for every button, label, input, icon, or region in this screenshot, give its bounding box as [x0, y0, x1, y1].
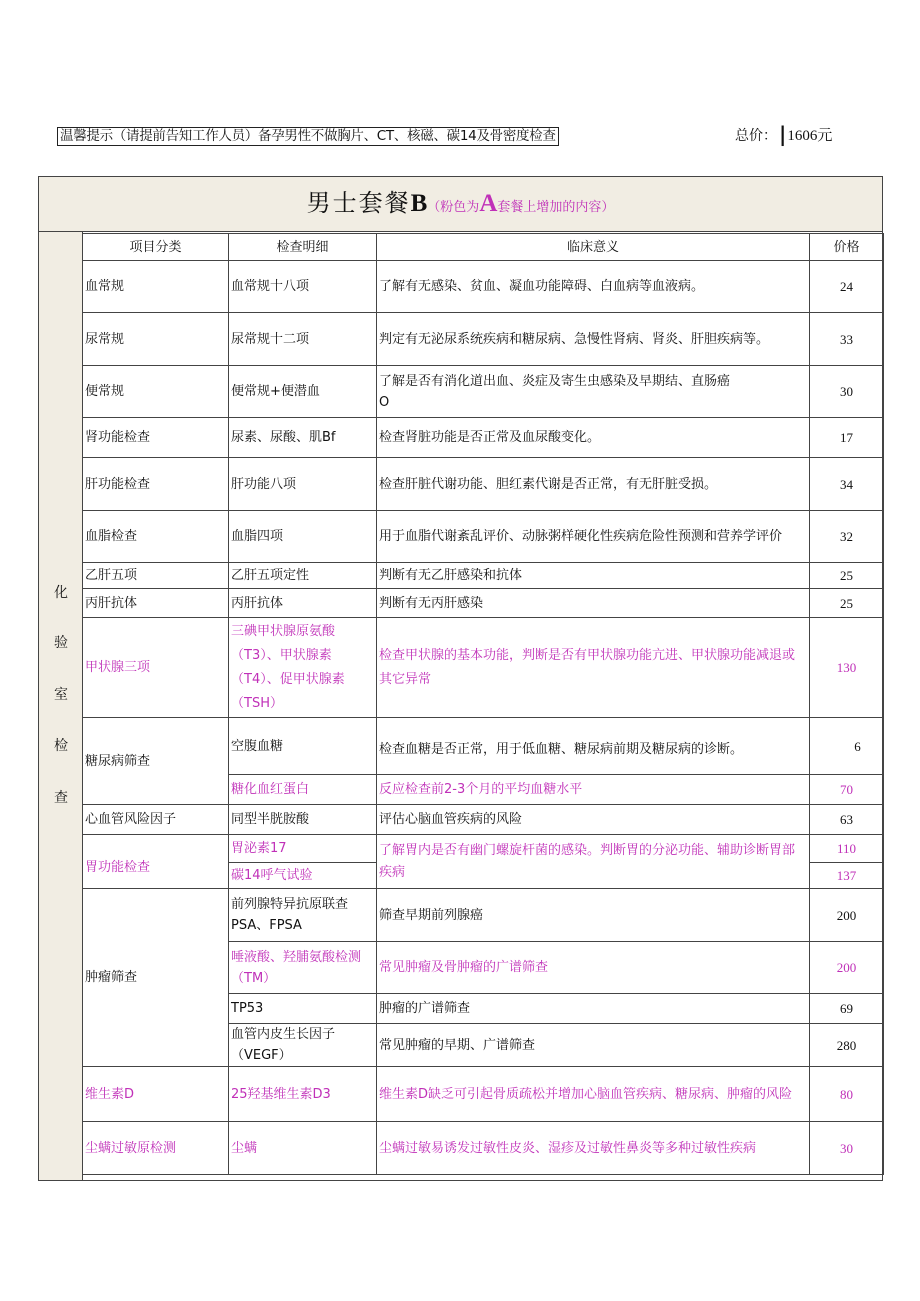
row-price: 30 — [810, 366, 884, 418]
title-main: 男士套餐 — [306, 191, 411, 217]
row-category: 肾功能检查 — [83, 418, 229, 458]
row-category: 维生素D — [83, 1067, 229, 1122]
row-price: 70 — [810, 775, 884, 805]
row-category: 肿瘤筛查 — [83, 889, 229, 1067]
row-category: 丙肝抗体 — [83, 589, 229, 618]
row-detail: 血脂四项 — [229, 511, 377, 563]
header-meaning: 临床意义 — [377, 234, 810, 261]
row-meaning: 判断有无乙肝感染和抗体 — [377, 563, 810, 589]
row-meaning: 评估心脑血管疾病的风险 — [377, 805, 810, 835]
header-category: 项目分类 — [83, 234, 229, 261]
row-category: 便常规 — [83, 366, 229, 418]
table-row — [83, 718, 884, 775]
row-meaning: 反应检查前2-3个月的平均血糖水平 — [377, 775, 810, 805]
row-detail: 丙肝抗体 — [229, 589, 377, 618]
row-category: 心血管风险因子 — [83, 805, 229, 835]
row-price: 200 — [810, 942, 884, 994]
table-row — [83, 511, 884, 563]
row-detail: 前列腺特异抗原联查PSA、FPSA — [229, 889, 377, 942]
row-price: 137 — [810, 863, 884, 889]
side-char: 验 — [54, 635, 68, 651]
table-row — [83, 458, 884, 511]
row-price: 80 — [810, 1067, 884, 1122]
row-meaning: 检查肾脏功能是否正常及血尿酸变化。 — [377, 418, 810, 458]
row-meaning: 判定有无泌尿系统疾病和糖尿病、急慢性肾病、肾炎、肝胆疾病等。 — [377, 313, 810, 366]
row-detail: 尿常规十二项 — [229, 313, 377, 366]
table-header-row — [83, 234, 884, 261]
row-meaning: 检查血糖是否正常，用于低血糖、糖尿病前期及糖尿病的诊断。 — [377, 718, 810, 775]
row-category: 血脂检查 — [83, 511, 229, 563]
row-price: 24 — [810, 261, 884, 313]
table-row — [83, 563, 884, 589]
row-price: 17 — [810, 418, 884, 458]
row-meaning: 了解有无感染、贫血、凝血功能障碍、白血病等血液病。 — [377, 261, 810, 313]
row-meaning: 筛查早期前列腺癌 — [377, 889, 810, 942]
table-row — [83, 889, 884, 942]
table-row — [83, 618, 884, 718]
row-meaning: 了解是否有消化道出血、炎症及寄生虫感染及早期结、直肠癌O — [377, 366, 810, 418]
row-category: 尿常规 — [83, 313, 229, 366]
row-category: 甲状腺三项 — [83, 618, 229, 718]
row-meaning: 检查甲状腺的基本功能，判断是否有甲状腺功能亢进、甲状腺功能减退或其它异常 — [377, 618, 810, 718]
row-category: 胃功能检查 — [83, 835, 229, 889]
row-meaning: 常见肿瘤的早期、广谱筛查 — [377, 1024, 810, 1067]
row-price: 200 — [810, 889, 884, 942]
row-detail: TP53 — [229, 994, 377, 1024]
row-meaning: 了解胃内是否有幽门螺旋杆菌的感染。判断胃的分泌功能、辅助诊断胃部疾病 — [377, 835, 810, 889]
table-row — [83, 366, 884, 418]
row-category: 肝功能检查 — [83, 458, 229, 511]
row-detail: 碳14呼气试验 — [229, 863, 377, 889]
table-row — [83, 589, 884, 618]
row-meaning: 用于血脂代谢紊乱评价、动脉粥样硬化性疾病危险性预测和营养学评价 — [377, 511, 810, 563]
side-label-column — [39, 232, 83, 1180]
row-price: 34 — [810, 458, 884, 511]
row-detail: 胃泌素17 — [229, 835, 377, 863]
row-detail: 三碘甲状腺原氨酸（T3）、甲状腺素（T4）、促甲状腺素（TSH） — [229, 618, 377, 718]
table-row — [83, 1122, 884, 1175]
row-price: 280 — [810, 1024, 884, 1067]
row-detail: 血常规十八项 — [229, 261, 377, 313]
row-price: 69 — [810, 994, 884, 1024]
title-letter-b: B — [410, 190, 428, 217]
row-category: 糖尿病筛查 — [83, 718, 229, 805]
total-label: 总价： — [735, 128, 777, 144]
row-price: 6 — [810, 718, 884, 775]
row-price: 130 — [810, 618, 884, 718]
row-category: 血常规 — [83, 261, 229, 313]
row-detail: 唾液酸、羟脯氨酸检测（TM） — [229, 942, 377, 994]
row-detail: 空腹血糖 — [229, 718, 377, 775]
header-price: 价格 — [810, 234, 884, 261]
row-detail: 便常规+便潜血 — [229, 366, 377, 418]
row-meaning: 判断有无丙肝感染 — [377, 589, 810, 618]
row-price: 33 — [810, 313, 884, 366]
row-detail: 尿素、尿酸、肌Bf — [229, 418, 377, 458]
table-row — [83, 418, 884, 458]
row-category: 乙肝五项 — [83, 563, 229, 589]
row-price: 63 — [810, 805, 884, 835]
side-char: 查 — [54, 790, 68, 806]
total-price: 总价： |1606元 — [735, 122, 833, 146]
side-char: 化 — [54, 585, 68, 601]
row-detail: 乙肝五项定性 — [229, 563, 377, 589]
notice-text: 温馨提示（请提前告知工作人员）备孕男性不做胸片、CT、核磁、碳14及骨密度检查 — [57, 127, 559, 146]
row-price: 32 — [810, 511, 884, 563]
title-letter-a: A — [479, 190, 498, 217]
items-table — [82, 233, 884, 1175]
row-price: 25 — [810, 589, 884, 618]
row-meaning: 检查肝脏代谢功能、胆红素代谢是否正常，有无肝脏受损。 — [377, 458, 810, 511]
title-note-suffix: 套餐上增加的内容） — [497, 200, 615, 215]
row-price: 25 — [810, 563, 884, 589]
row-category: 尘螨过敏原检测 — [83, 1122, 229, 1175]
side-char: 室 — [54, 687, 68, 703]
row-detail: 25羟基维生素D3 — [229, 1067, 377, 1122]
row-detail: 尘螨 — [229, 1122, 377, 1175]
total-value: 1606元 — [787, 128, 833, 144]
row-detail: 糖化血红蛋白 — [229, 775, 377, 805]
row-meaning: 常见肿瘤及骨肿瘤的广谱筛查 — [377, 942, 810, 994]
row-meaning: 肿瘤的广谱筛查 — [377, 994, 810, 1024]
row-detail: 肝功能八项 — [229, 458, 377, 511]
row-detail: 血管内皮生长因子（VEGF） — [229, 1024, 377, 1067]
table-row — [83, 313, 884, 366]
table-row — [83, 835, 884, 863]
row-price: 30 — [810, 1122, 884, 1175]
title-note-prefix: （粉色为 — [427, 200, 480, 215]
row-meaning: 尘螨过敏易诱发过敏性皮炎、湿疹及过敏性鼻炎等多种过敏性疾病 — [377, 1122, 810, 1175]
row-price: 110 — [810, 835, 884, 863]
header-detail: 检查明细 — [229, 234, 377, 261]
table-row — [83, 261, 884, 313]
table-row — [83, 1067, 884, 1122]
row-detail: 同型半胱胺酸 — [229, 805, 377, 835]
side-char: 检 — [54, 738, 68, 754]
package-title — [39, 177, 882, 232]
table-row — [83, 805, 884, 835]
row-meaning: 维生素D缺乏可引起骨质疏松并增加心脑血管疾病、糖尿病、肿瘤的风险 — [377, 1067, 810, 1122]
